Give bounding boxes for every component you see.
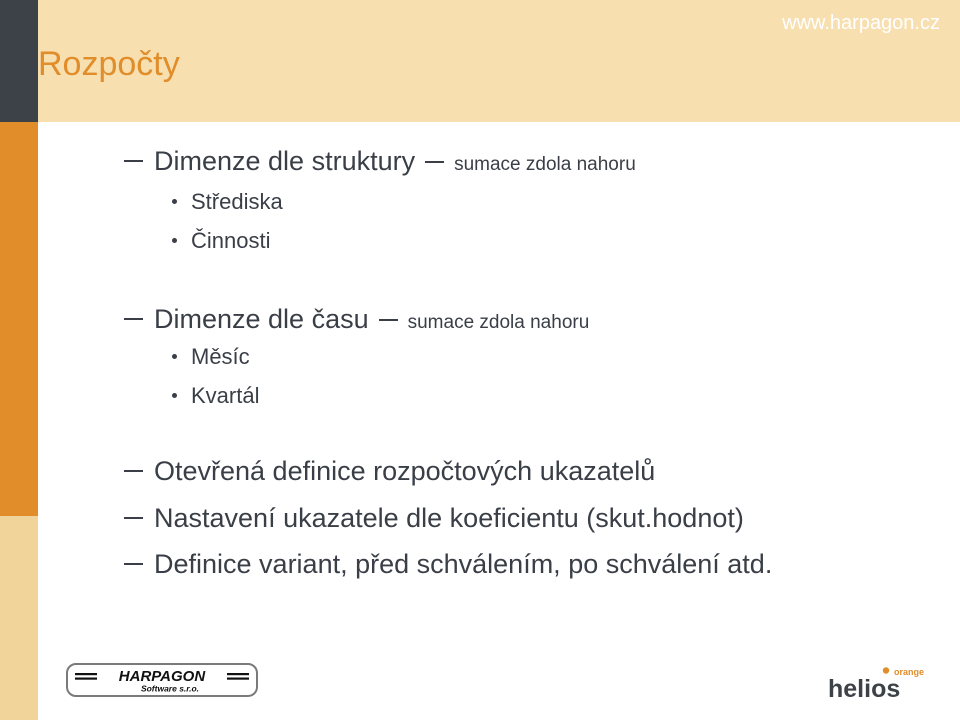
list-item xyxy=(172,189,283,215)
section-structure-note: sumace zdola nahoru xyxy=(454,154,636,175)
helios-logo xyxy=(826,664,930,704)
point-item xyxy=(124,502,744,534)
section-structure xyxy=(124,145,636,181)
point-item xyxy=(124,455,655,487)
slide-title: Rozpočty xyxy=(38,45,180,83)
dash-marker xyxy=(124,470,143,472)
website-url: www.harpagon.cz xyxy=(782,12,940,34)
dash-marker xyxy=(124,160,143,162)
bullet-icon xyxy=(172,199,177,204)
helios-logo-tag: orange xyxy=(893,667,924,677)
harpagon-logo-sub: Software s.r.o. xyxy=(140,683,200,694)
list-item-label: Činnosti xyxy=(191,228,271,253)
dash-marker xyxy=(124,517,143,519)
point-item xyxy=(124,548,772,580)
list-item-label: Měsíc xyxy=(191,344,250,369)
harpagon-logo xyxy=(66,663,258,697)
list-item xyxy=(172,228,270,254)
helios-logo-name: helios xyxy=(828,675,901,703)
list-item-label: Střediska xyxy=(191,189,283,214)
section-time-heading: Dimenze dle času xyxy=(154,304,369,334)
harpagon-logo-name: HARPAGON xyxy=(118,668,206,685)
dash-marker xyxy=(124,318,143,320)
list-item xyxy=(172,383,259,409)
list-item xyxy=(172,344,250,370)
section-time xyxy=(124,303,589,339)
left-strip-dark xyxy=(0,0,38,122)
left-strip-light xyxy=(0,516,38,720)
dash-marker xyxy=(124,563,143,565)
point-text: Nastavení ukazatele dle koeficientu (skut.hodnot) xyxy=(154,503,744,533)
dash-separator xyxy=(379,319,398,321)
point-text: Definice variant, před schválením, po schválení atd. xyxy=(154,549,773,579)
list-item-label: Kvartál xyxy=(191,383,260,408)
point-text: Otevřená definice rozpočtových ukazatelů xyxy=(154,456,656,486)
bullet-icon xyxy=(172,354,177,359)
section-structure-heading: Dimenze dle struktury xyxy=(154,146,416,176)
bullet-icon xyxy=(172,238,177,243)
section-time-note: sumace zdola nahoru xyxy=(407,312,590,333)
bullet-icon xyxy=(172,393,177,398)
dash-separator xyxy=(425,161,444,163)
left-strip-orange xyxy=(0,122,38,516)
